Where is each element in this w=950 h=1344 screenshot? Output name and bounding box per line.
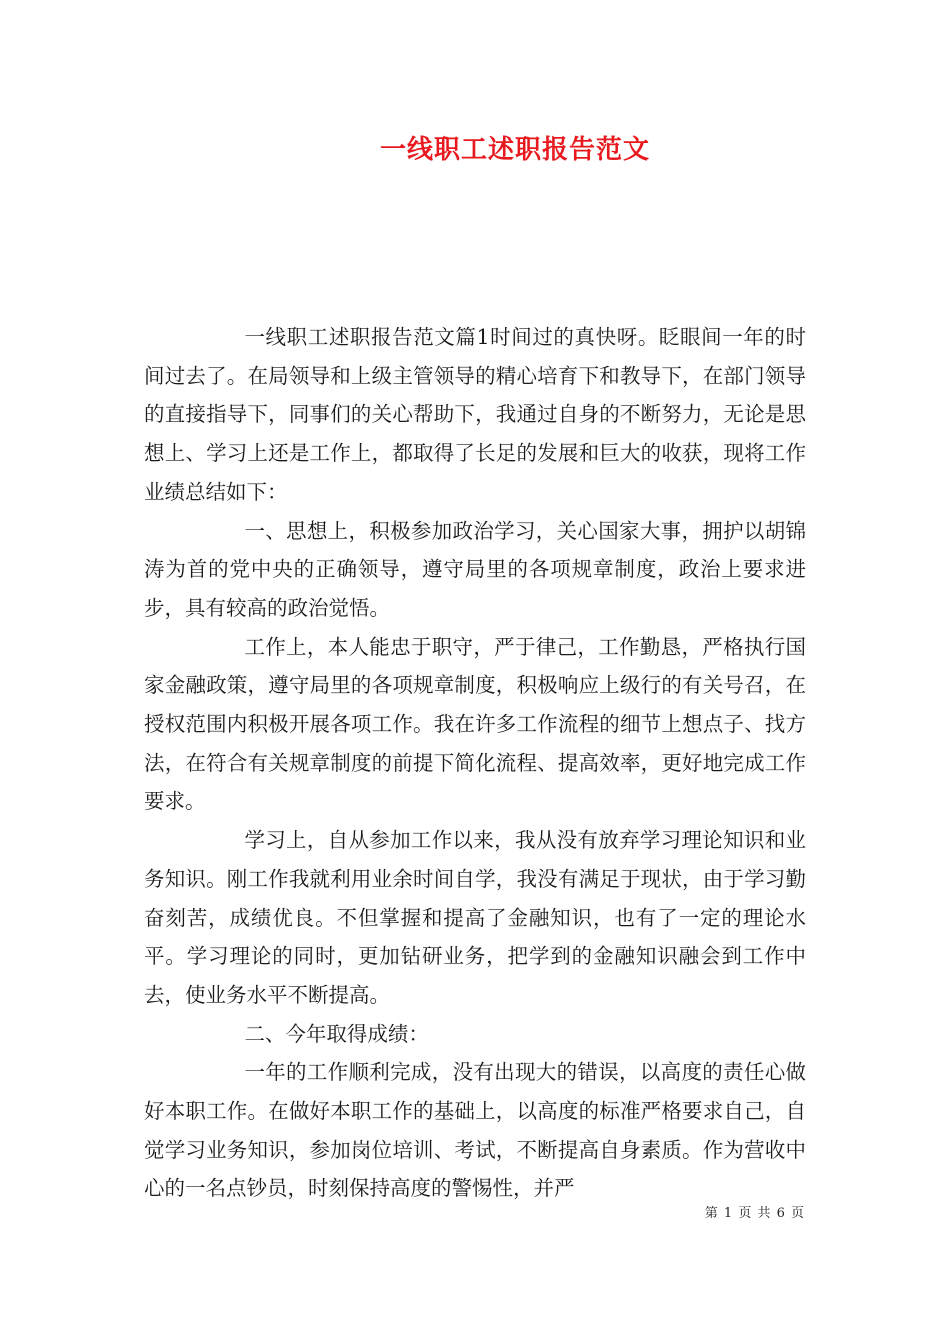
paragraph-ideology: 一、思想上，积极参加政治学习，关心国家大事，拥护以胡锦涛为首的党中央的正确领导，遵守局里的各项规章制度，政治上要求进步，具有较高的政治觉悟。 — [144, 518, 806, 620]
page-number-footer: 第 1 页 共 6 页 — [704, 1206, 805, 1221]
paragraph-work: 工作上，本人能忠于职守，严于律己，工作勤恳，严格执行国家金融政策，遵守局里的各项规章制度，积极响应上级行的有关号召，在授权范围内积极开展各项工作。我在许多工作流程的细节上想点子、找方法，在符合有关规章制度的前提下简化流程、提高效率，更好地完成工作要求。 — [144, 634, 806, 814]
paragraph-achievements: 一年的工作顺利完成，没有出现大的错误，以高度的责任心做好本职工作。在做好本职工作的基础上，以高度的标准严格要求自己，自觉学习业务知识，参加岗位培训、考试，不断提高自身素质。作为营收中心的一名点钞员，时刻保持高度的警惕性，并严 — [144, 1060, 806, 1201]
section-heading-achievements: 二、今年取得成绩： — [244, 1021, 429, 1046]
paragraph-study: 学习上，自从参加工作以来，我从没有放弃学习理论知识和业务知识。刚工作我就利用业余时间自学，我没有满足于现状，由于学习勤奋刻苦，成绩优良。不但掌握和提高了金融知识，也有了一定的理论水平。学习理论的同时，更加钻研业务，把学到的金融知识融会到工作中去，使业务水平不断提高。 — [144, 828, 806, 1007]
document-title: 一线职工述职报告范文 — [379, 135, 650, 165]
paragraph-intro: 一线职工述职报告范文篇1时间过的真快呀。眨眼间一年的时间过去了。在局领导和上级主管领导的精心培育下和教导下，在部门领导的直接指导下，同事们的关心帮助下，我通过自身的不断努力，无论是思想上、学习上还是工作上，都取得了长足的发展和巨大的收获，现将工作业绩总结如下： — [144, 325, 806, 504]
document-body — [144, 318, 806, 1208]
